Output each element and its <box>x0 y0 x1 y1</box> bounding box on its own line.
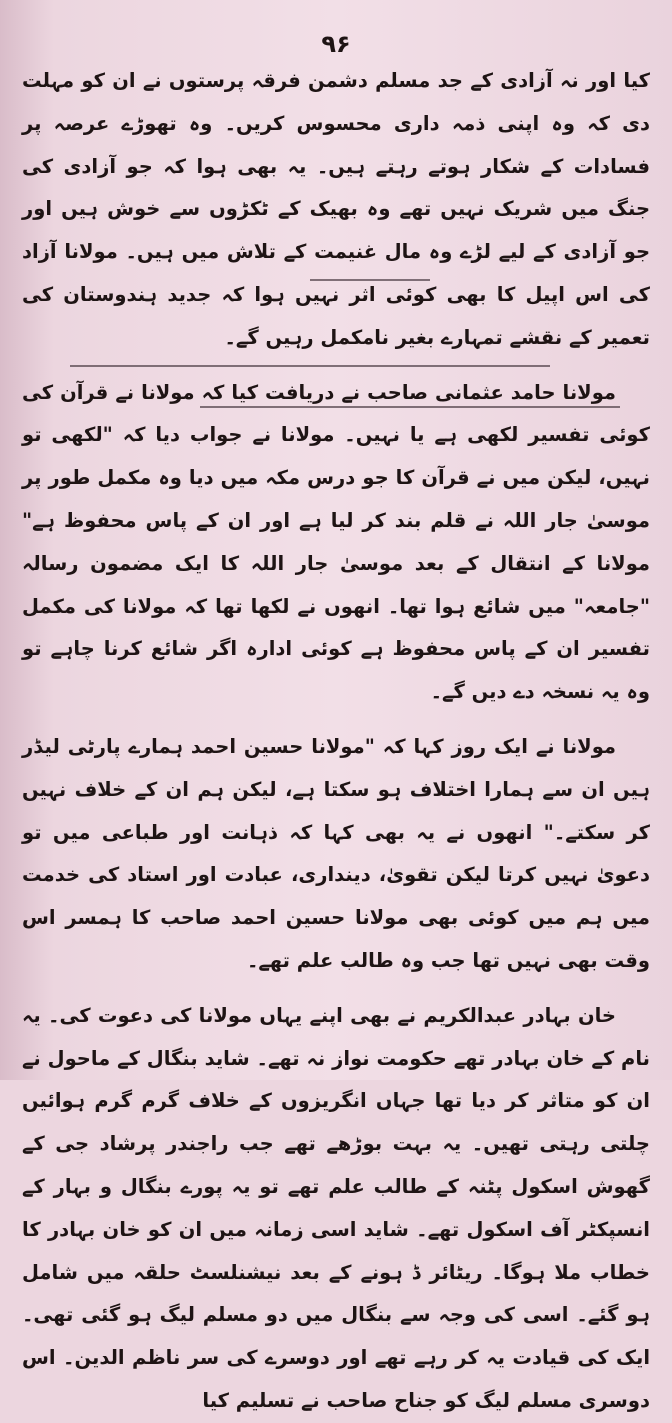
pen-underline <box>200 406 620 408</box>
page-body <box>22 60 650 1423</box>
pen-underline <box>310 279 430 281</box>
paragraph-3: مولانا نے ایک روز کہا کہ "مولانا حسین احمد ہمارے پارٹی لیڈر ہیں ان سے ہمارا اختلاف ہو سکتا ہے، لیکن ہم ان کے خلاف نہیں کر سکتے۔" انھوں نے یہ بھی کہا کہ ذہانت اور طباعی میں تو دعویٰ نہیں کرتا لیکن تقویٰ، دینداری، عبادت اور استاد کی خدمت میں ہم میں کوئی بھی مولانا حسین احمد صاحب کا ہمسر اس وقت بھی نہیں تھا جب وہ طالب علم تھے۔ <box>22 734 650 972</box>
paragraph-1: کیا اور نہ آزادی کے جد مسلم دشمن فرقہ پرستوں نے ان کو مہلت دی کہ وہ اپنی ذمہ داری محسوس کریں۔ وہ تھوڑے عرصہ پر فسادات کے شکار ہوتے رہتے ہیں۔ یہ بھی ہوا کہ جو آزادی کی جنگ میں شریک نہیں تھے وہ بھیک کے ٹکڑوں سے خوش ہیں اور جو آزادی کے لیے لڑے وہ مال غنیمت کے تلاش میں ہیں۔ مولانا آزاد کی اس اپیل کا بھی کوئی اثر نہیں ہوا کہ جدید ہندوستان کی تعمیر کے نقشے تمہارے بغیر نامکمل رہیں گے۔ <box>22 69 650 349</box>
paragraph-2: مولانا حامد عثمانی صاحب نے دریافت کیا کہ مولانا نے قرآن کی کوئی تفسیر لکھی ہے یا نہیں۔ مولانا نے جواب دیا کہ "لکھی تو نہیں، لیکن میں نے قرآن کا جو درس مکہ میں دیا وہ مکمل طور پر موسیٰ جار اللہ نے قلم بند کر لیا ہے اور ان کے پاس محفوظ ہے" مولانا کے انتقال کے بعد موسیٰ جار اللہ کا ایک مضمون رسالہ "جامعہ" میں شائع ہوا تھا۔ انھوں نے لکھا تھا کہ مولانا کی مکمل تفسیر ان کے پاس محفوظ ہے کوئی ادارہ اگر شائع کرنا چاہے تو وہ یہ نسخہ دے دیں گے۔ <box>22 380 650 704</box>
paragraph-4: خان بہادر عبدالکریم نے بھی اپنے یہاں مولانا کی دعوت کی۔ یہ نام کے خان بہادر تھے حکومت نواز نہ تھے۔ شاید بنگال کے ماحول نے ان کو متاثر کر دیا تھا جہاں انگریزوں کے خلاف گرم گرم ہوائیں چلتی رہتی تھیں۔ یہ بہت بوڑھے تھے جب راجندر پرشاد جی کے گھوش اسکول پٹنہ کے طالب علم تھے تو یہ پورے بنگال و بہار کے انسپکٹر آف اسکول تھے۔ شاید اسی زمانہ میں ان کو خان بہادر کا خطاب ملا ہوگا۔ ریٹائر ڈ ہونے کے بعد نیشنلسٹ حلقہ میں شامل ہو گئے۔ اسی کی وجہ سے بنگال میں دو مسلم لیگ ہو گئی تھی۔ ایک کی قیادت یہ کر رہے تھے اور دوسرے کی سر ناظم الدین۔ اس دوسری مسلم لیگ کو جناح صاحب نے تسلیم کیا <box>22 1003 650 1412</box>
page-number: ۹۶ <box>321 30 351 58</box>
pen-underline <box>70 365 550 367</box>
